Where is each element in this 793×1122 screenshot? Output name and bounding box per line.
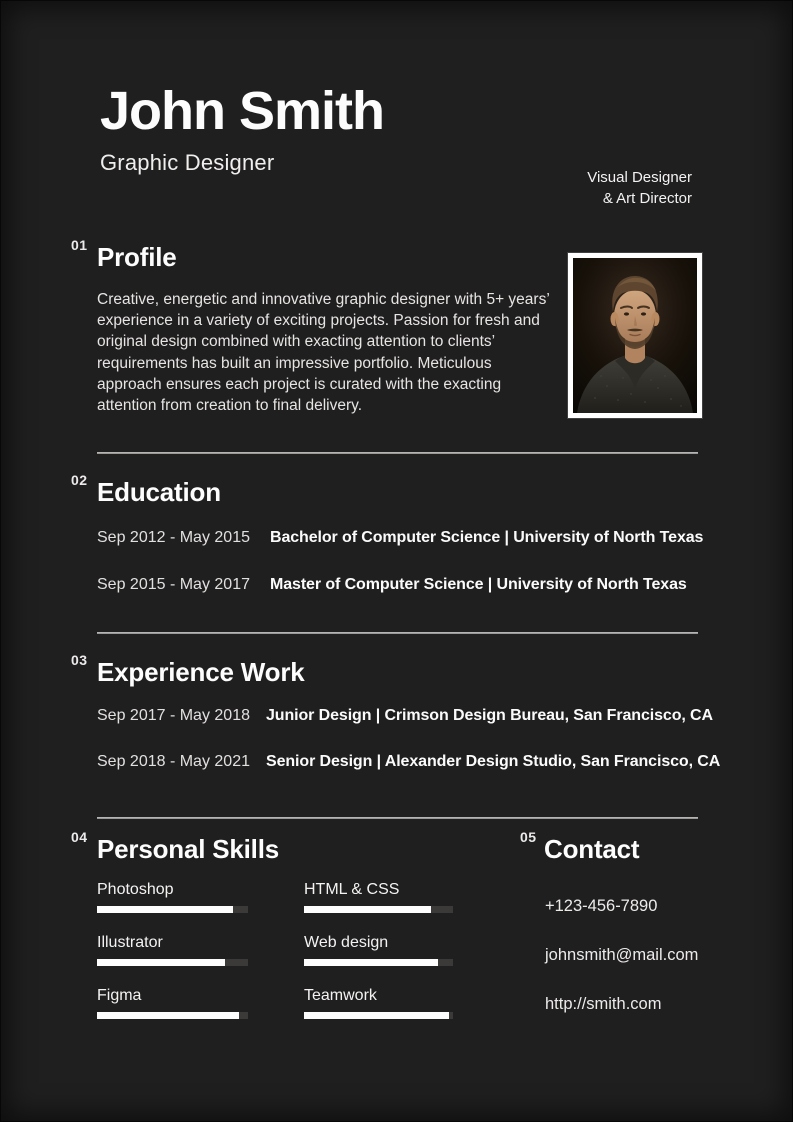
experience-row [97, 707, 713, 725]
skills-grid [97, 881, 453, 1019]
skill-progress-track [97, 906, 248, 913]
portrait-photo-illustration [573, 258, 697, 413]
skill-name: Illustrator [97, 934, 163, 951]
section-title: Experience Work [97, 657, 305, 687]
skill-progress-track [304, 1012, 453, 1019]
section-heading-experience [71, 652, 305, 687]
skill-progress-fill [304, 959, 438, 966]
experience-detail: Junior Design | Crimson Design Bureau, San Francisco, CA [266, 707, 713, 724]
skill-progress-fill [304, 906, 431, 913]
skill-item [97, 987, 248, 1019]
section-number: 02 [71, 472, 88, 488]
section-number: 04 [71, 829, 88, 845]
skill-progress-track [97, 1012, 248, 1019]
section-divider [97, 817, 698, 819]
portrait-photo [568, 253, 702, 418]
section-heading-profile [71, 237, 177, 272]
education-dates: Sep 2015 - May 2017 [97, 576, 250, 593]
contact-list [545, 897, 698, 1044]
education-row [97, 576, 687, 594]
skill-name: HTML & CSS [304, 881, 400, 898]
job-title: Graphic Designer [100, 150, 275, 175]
education-detail: Master of Computer Science | University of North Texas [270, 576, 687, 593]
skill-progress-fill [97, 906, 233, 913]
skill-progress-track [304, 959, 453, 966]
section-heading-contact [520, 829, 640, 864]
experience-dates: Sep 2017 - May 2018 [97, 707, 250, 724]
section-divider [97, 632, 698, 634]
skill-name: Web design [304, 934, 389, 951]
skill-progress-fill [97, 959, 225, 966]
section-number: 01 [71, 237, 88, 253]
experience-detail: Senior Design | Alexander Design Studio, San Francisco, CA [266, 753, 721, 770]
skill-name: Figma [97, 987, 142, 1004]
skill-progress-track [304, 906, 453, 913]
experience-row [97, 753, 720, 771]
skill-item [304, 934, 453, 966]
skill-progress-fill [97, 1012, 239, 1019]
skill-name: Photoshop [97, 881, 174, 898]
contact-phone: +123-456-7890 [545, 897, 658, 915]
skill-item [97, 881, 248, 913]
tagline [587, 167, 692, 209]
section-title: Education [97, 477, 221, 507]
person-name: John Smith [100, 81, 384, 141]
skill-item [304, 987, 453, 1019]
education-detail: Bachelor of Computer Science | University of North Texas [270, 529, 704, 546]
education-dates: Sep 2012 - May 2015 [97, 529, 250, 546]
section-title: Contact [544, 834, 640, 864]
section-title: Personal Skills [97, 834, 279, 864]
contact-email: johnsmith@mail.com [545, 946, 699, 964]
skill-name: Teamwork [304, 987, 377, 1004]
education-row [97, 529, 703, 547]
tagline-line2: & Art Director [602, 190, 692, 207]
section-divider [97, 452, 698, 454]
tagline-line1: Visual Designer [587, 169, 692, 186]
skill-progress-fill [304, 1012, 449, 1019]
skill-progress-track [97, 959, 248, 966]
section-heading-education [71, 472, 221, 507]
section-number: 05 [520, 829, 537, 845]
skill-item [304, 881, 453, 913]
profile-summary: Creative, energetic and innovative graphic designer with 5+ years’ experience in a variety of exciting projects. Passion for fresh and original design combined with exacting attention to clients’ requirements has built an impressive portfolio. Meticulous approach ensures each project is curated with the exacting attention from creation to final delivery. [97, 291, 550, 415]
section-title: Profile [97, 242, 177, 272]
experience-dates: Sep 2018 - May 2021 [97, 753, 250, 770]
contact-website: http://smith.com [545, 995, 662, 1013]
section-heading-skills [71, 829, 279, 864]
section-number: 03 [71, 652, 88, 668]
skill-item [97, 934, 248, 966]
